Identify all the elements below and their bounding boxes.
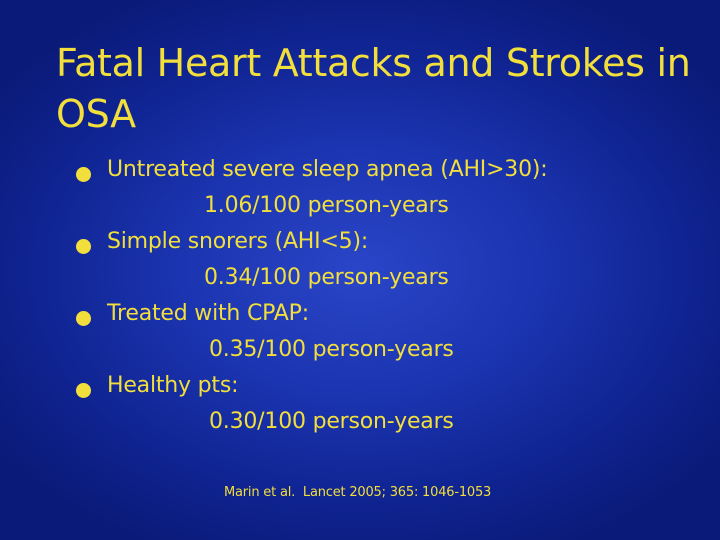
bullet-value: 0.35/100 person-years [209,337,454,362]
bullet-list [0,152,548,440]
bullet-item-cpap [0,296,548,368]
bullet-label: Simple snorers (AHI<5): [107,229,369,254]
bullet-label: Healthy pts: [107,373,239,398]
bullet-item-untreated [0,152,548,224]
bullet-value: 0.34/100 person-years [204,265,449,290]
bullet-item-healthy [0,368,548,440]
bullet-icon [76,239,91,254]
bullet-item-snorers [0,224,548,296]
citation: Marin et al. Lancet 2005; 365: 1046-1053 [224,485,492,500]
bullet-label: Treated with CPAP: [107,301,309,326]
slide-title: Fatal Heart Attacks and Strokes in OSA [56,41,691,136]
bullet-icon [76,383,91,398]
bullet-value: 0.30/100 person-years [209,409,454,434]
bullet-value: 1.06/100 person-years [204,193,449,218]
bullet-icon [76,167,91,182]
bullet-icon [76,311,91,326]
bullet-label: Untreated severe sleep apnea (AHI>30): [107,157,548,182]
